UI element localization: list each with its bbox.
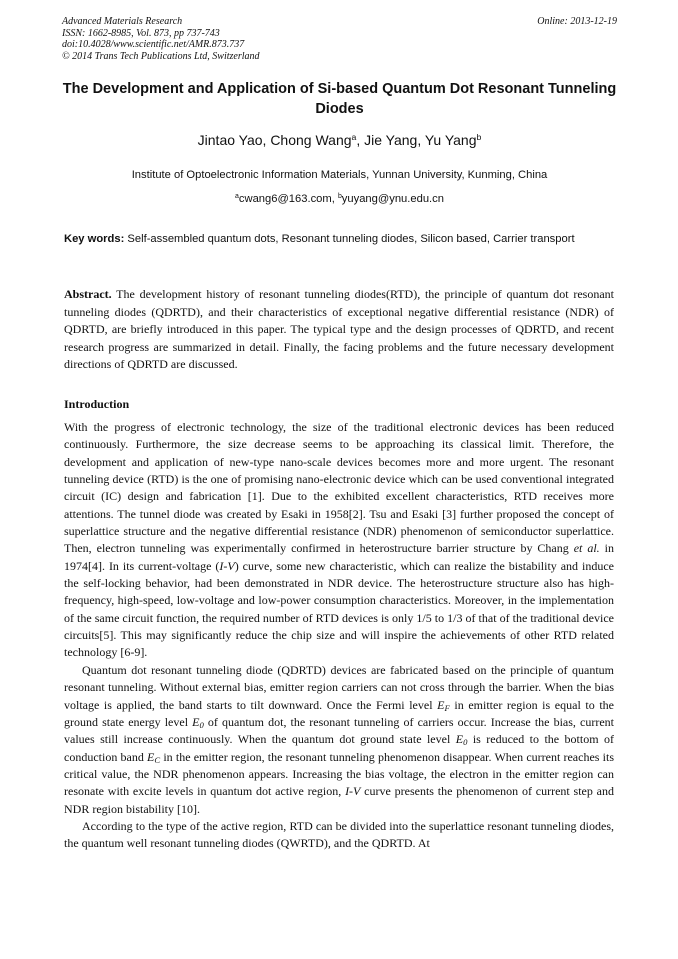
keywords-text: Self-assembled quantum dots, Resonant tunneling diodes, Silicon based, Carrier transport xyxy=(124,233,575,245)
author: Yu Yang xyxy=(424,132,477,148)
text-run: According to the type of the active region, RTD can be divided into the superlattice resonant tunneling diodes, the quantum well resonant tunneling diodes (QWRTD), and the QDRTD. At xyxy=(64,818,614,851)
symbol: E xyxy=(147,749,155,764)
text-run: With the progress of electronic technology, the size of the traditional electronic devices has been reduced continuously. Furthermore, the size decrease seems to be approaching its classical limit. Therefore, the development and application of new-type nano-scale devices becomes more and more urgent. The resonant tunneling device (RTD) is the one of promising nano-electronic device which can be used conventional integrated circuit (IC) design and fabrication [1]. Due to the exhibited excellent characteristics, RTD receives more attentions. The tunnel diode was created by Esaki in 1958[2]. Tsu and Esaki [3] further proposed the concept of superlattice structure and the negative differential resistance (NDR) phenomenon of semiconductor superlattice. Then, electron tunneling was experimentally confirmed in heterostructure barrier structure by Chang xyxy=(64,420,614,556)
online-date: Online: 2013-12-19 xyxy=(537,16,617,27)
author: Chong Wang xyxy=(270,132,352,148)
text-run: in the emitter region, the resonant tunneling phenomenon disappear. When current reaches its critical value, the NDR phenomenon appears. Increasing the bias voltage, the electron in the emitter region can resonate with excite levels in quantum dot active region, xyxy=(64,749,614,799)
text-run: of quantum dot, the resonant tunneling of carriers occur. Increase the bias, current values still increase continuously. When the quantum dot ground state level xyxy=(64,714,614,747)
section-heading-introduction: Introduction xyxy=(64,397,130,411)
symbol: E xyxy=(192,714,200,729)
author-separator: , Jie Yang, xyxy=(356,132,425,148)
text-run: is reduced to the bottom of conduction band xyxy=(64,732,614,764)
author-mark: b xyxy=(476,132,482,143)
email-b[interactable]: yuyang@ynu.edu.cn xyxy=(341,193,444,205)
email-a[interactable]: cwang6@163.com, xyxy=(238,193,338,205)
paper-title: The Development and Application of Si-based Quantum Dot Resonant Tunneling Diodes xyxy=(62,81,617,117)
symbol-subscript: C xyxy=(154,754,161,765)
abstract-label: Abstract. xyxy=(64,287,112,301)
text-run: ) curve, some new characteristic, which can realize the bistability and induce the self-locking behavior, had been demonstrated in NDR device. The heterostructure structure also has high-frequency, high-speed, low-voltage and low-power consumption characteristics. Moreover, in the implementation of the same circuit function, the required number of RTD devices is only 1/5 to 1/3 of that of the traditional device circuits[5]. This may significantly reduce the chip size and will inspire the achievements of other RTD related technology [6-9]. xyxy=(64,558,614,660)
introduction-body xyxy=(64,419,614,853)
text-run: Quantum dot resonant tunneling diode (QDRTD) devices are fabricated based on the principle of quantum resonant tunneling. Without external bias, emitter region carriers can not cross through the barrier. When the bias voltage is applied, the band starts to tilt downward. Once the Fermi level xyxy=(64,662,614,712)
journal-header xyxy=(62,16,617,62)
abstract-text: The development history of resonant tunneling diodes(RTD), the principle of quantum dot resonant tunneling diodes (QDRTD), and their characteristics of exceptional negative differential resistance (NDR) of QDRTD, are briefly introduced in this paper. The typical type and the design processes of QDRTD, and recent research progress are summarized in detail. Finally, the facing problems and the future necessary development directions of QDRTD are discussed. xyxy=(64,287,614,372)
body-paragraph xyxy=(64,419,614,662)
text-run: in emitter region is equal to the ground state energy level xyxy=(64,697,614,729)
journal-name: Advanced Materials Research xyxy=(62,16,183,27)
keywords-label: Key words: xyxy=(64,233,125,245)
symbol-subscript: 0 xyxy=(463,737,468,748)
symbol: E xyxy=(455,732,464,747)
author: Jintao Yao, xyxy=(197,132,271,148)
author-list xyxy=(62,131,617,149)
affiliation: Institute of Optoelectronic Information Materials, Yunnan University, Kunming, China xyxy=(131,169,548,181)
symbol-subscript: 0 xyxy=(199,720,204,730)
issn-line: ISSN: 1662-8985, Vol. 873, pp 737-743 xyxy=(62,27,220,39)
text-run-italic: et al. xyxy=(573,541,600,556)
email-mark: b xyxy=(337,193,342,201)
symbol: E xyxy=(437,697,445,712)
body-paragraph xyxy=(64,662,614,818)
symbol-subscript: F xyxy=(444,702,450,713)
abstract-block xyxy=(64,286,614,374)
text-run: in 1974[4]. In its current-voltage ( xyxy=(64,541,614,573)
keywords-block xyxy=(64,231,614,248)
text-run-italic: I-V xyxy=(345,784,361,799)
copyright-line: © 2014 Trans Tech Publications Ltd, Switzerland xyxy=(62,50,260,62)
author-emails xyxy=(62,192,617,207)
author-mark: a xyxy=(351,132,357,143)
doi-line: doi:10.4028/www.scientific.net/AMR.873.737 xyxy=(62,39,245,50)
text-run: curve presents the phenomenon of current step and NDR region bistability [10]. xyxy=(64,784,614,816)
text-run-italic: I-V xyxy=(219,558,235,573)
body-paragraph xyxy=(64,818,614,853)
email-mark: a xyxy=(235,193,239,201)
